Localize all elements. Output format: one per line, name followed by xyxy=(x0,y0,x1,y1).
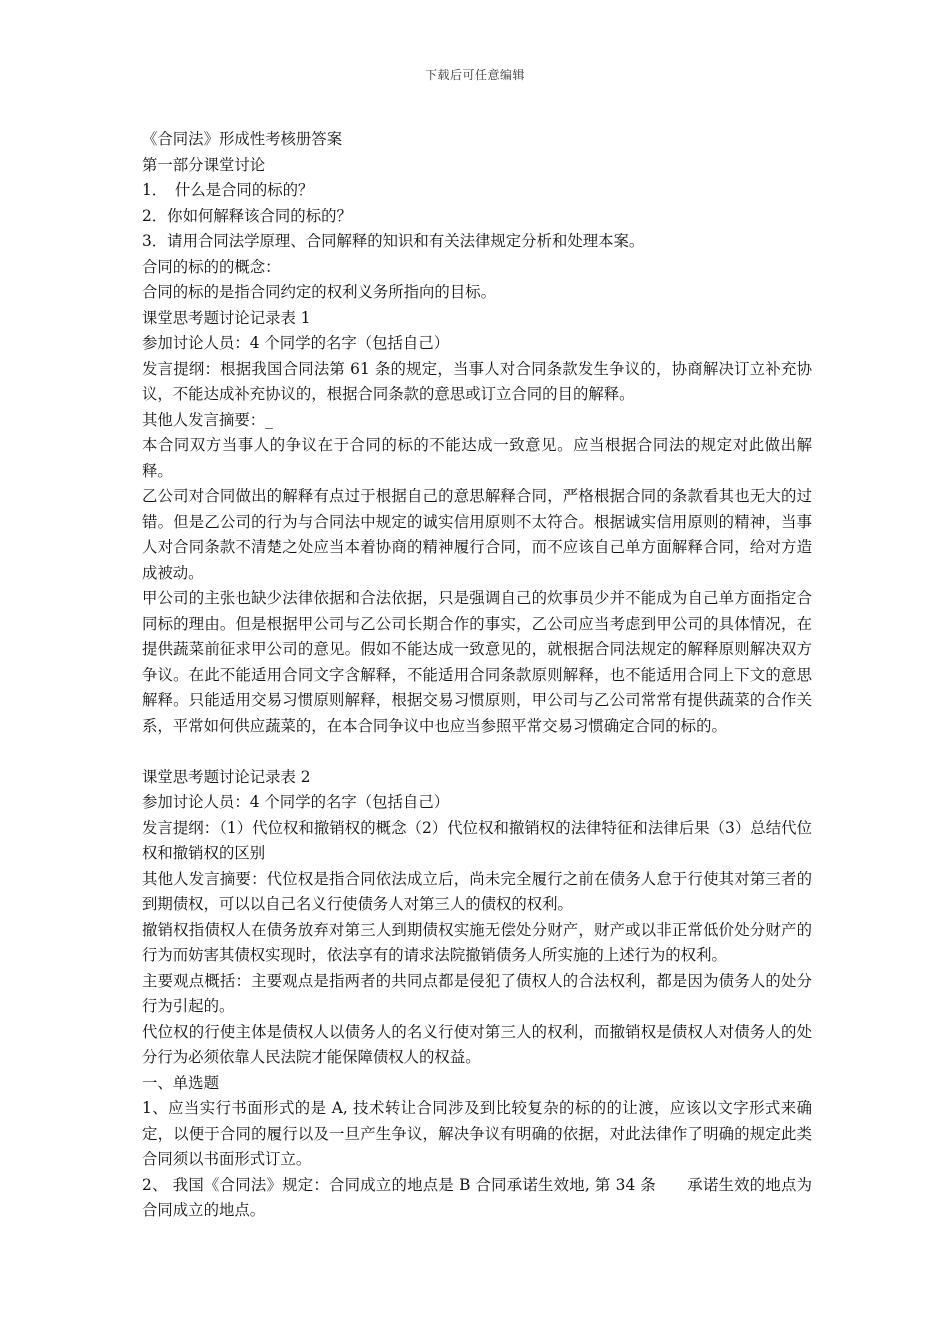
page-header: 下载后可任意编辑 xyxy=(424,68,525,82)
record-table-2-title: 课堂思考题讨论记录表 2 xyxy=(142,767,311,786)
main-points-paragraph: 主要观点概括：主要观点是指两者的共同点都是侵犯了债权人的合法权利，都是因为债务人的处分行为引起的。 xyxy=(142,971,812,1015)
answer-1: 1、应当实行书面形式的是 A, 技术转让合同涉及到比较复杂的标的的让渡，应该以文字形式来确定，以便于合同的履行以及一旦产生争议，解决争议有明确的依据，对此法律作了明确的规定此类合同须以书面形式订立。 xyxy=(142,1099,812,1168)
answer-2: 2、 我国《合同法》规定：合同成立的地点是 B 合同承诺生效地, 第 34 条 承诺生效的地点为合同成立的地点。 xyxy=(142,1175,812,1219)
participants-2: 参加讨论人员：4 个同学的名字（包括自己） xyxy=(142,793,450,811)
document-body xyxy=(142,127,812,1224)
section-heading: 第一部分课堂讨论 xyxy=(142,155,266,174)
single-choice-heading: 一、单选题 xyxy=(142,1073,219,1092)
paragraph-company-a: 甲公司的主张也缺少法律依据和合法依据，只是强调自己的炊事员少并不能成为自己单方面指定合同标的理由。但是根据甲公司与乙公司长期合作的事实，乙公司应当考虑到甲公司的具体情况，在提供蔬菜前征求甲公司的意见。假如不能达成一致意见的，就根据合同法规定的解释原则解决双方争议。在此不能适用合同文字含解释，不能适用合同条款原则解释，也不能适用合同上下文的意思解释。只能适用交易习惯原则解释，根据交易习惯原则，甲公司与乙公司常常有提供蔬菜的合作关系，平常如何供应蔬菜的，在本合同争议中也应当参照平常交易习惯确定合同的标的。 xyxy=(142,589,812,735)
outline-2: 发言提纲：（1）代位权和撤销权的概念（2）代位权和撤销权的法律特征和法律后果（3）总结代位权和撤销权的区别 xyxy=(142,818,812,862)
participants-1: 参加讨论人员：4 个同学的名字（包括自己） xyxy=(142,334,450,352)
paragraph-dispute: 本合同双方当事人的争议在于合同的标的不能达成一致意见。应当根据合同法的规定对此做出解释。 xyxy=(142,436,812,480)
record-table-1-title: 课堂思考题讨论记录表 1 xyxy=(142,308,311,327)
concept-definition: 合同的标的是指合同约定的权利义务所指向的目标。 xyxy=(142,283,496,301)
question-1: 1． 什么是合同的标的？ xyxy=(142,181,314,199)
subrogation-paragraph: 代位权的行使主体是债权人以债务人的名义行使对第三人的权利，而撤销权是债权人对债务人的处分行为必须依靠人民法院才能保障债权人的权益。 xyxy=(142,1022,812,1066)
question-3: 3．请用合同法学原理、合同解释的知识和有关法律规定分析和处理本案。 xyxy=(142,232,645,250)
outline-1: 发言提纲：根据我国合同法第 61 条的规定，当事人对合同条款发生争议的，协商解决订立补充协议，不能达成补充协议的，根据合同条款的意思或订立合同的目的解释。 xyxy=(142,359,812,403)
others-summary-1: 其他人发言摘要：_ xyxy=(142,410,273,429)
others-summary-2: 其他人发言摘要：代位权是指合同依法成立后，尚未完全履行之前在债务人怠于行使其对第三者的到期债权，可以以自己名义行使债务人对第三人的债权的权利。 xyxy=(142,869,812,913)
blank-line xyxy=(142,739,812,765)
question-2: 2．你如何解释该合同的标的？ xyxy=(142,206,352,225)
revocation-right-paragraph: 撤销权指债权人在债务放弃对第三人到期债权实施无偿处分财产，财产或以非正常低价处分财产的行为而妨害其债权实现时，依法享有的请求法院撤销债务人所实施的上述行为的权利。 xyxy=(142,920,812,964)
paragraph-company-b: 乙公司对合同做出的解释有点过于根据自己的意思解释合同，严格根据合同的条款看其也无大的过错。但是乙公司的行为与合同法中规定的诚实信用原则不太符合。根据诚实信用原则的精神，当事人对合同条款不清楚之处应当本着协商的精神履行合同，而不应该自己单方面解释合同，给对方造成被动。 xyxy=(142,487,812,582)
document-title: 《合同法》形成性考核册答案 xyxy=(142,130,343,148)
concept-heading: 合同的标的的概念： xyxy=(142,257,281,276)
